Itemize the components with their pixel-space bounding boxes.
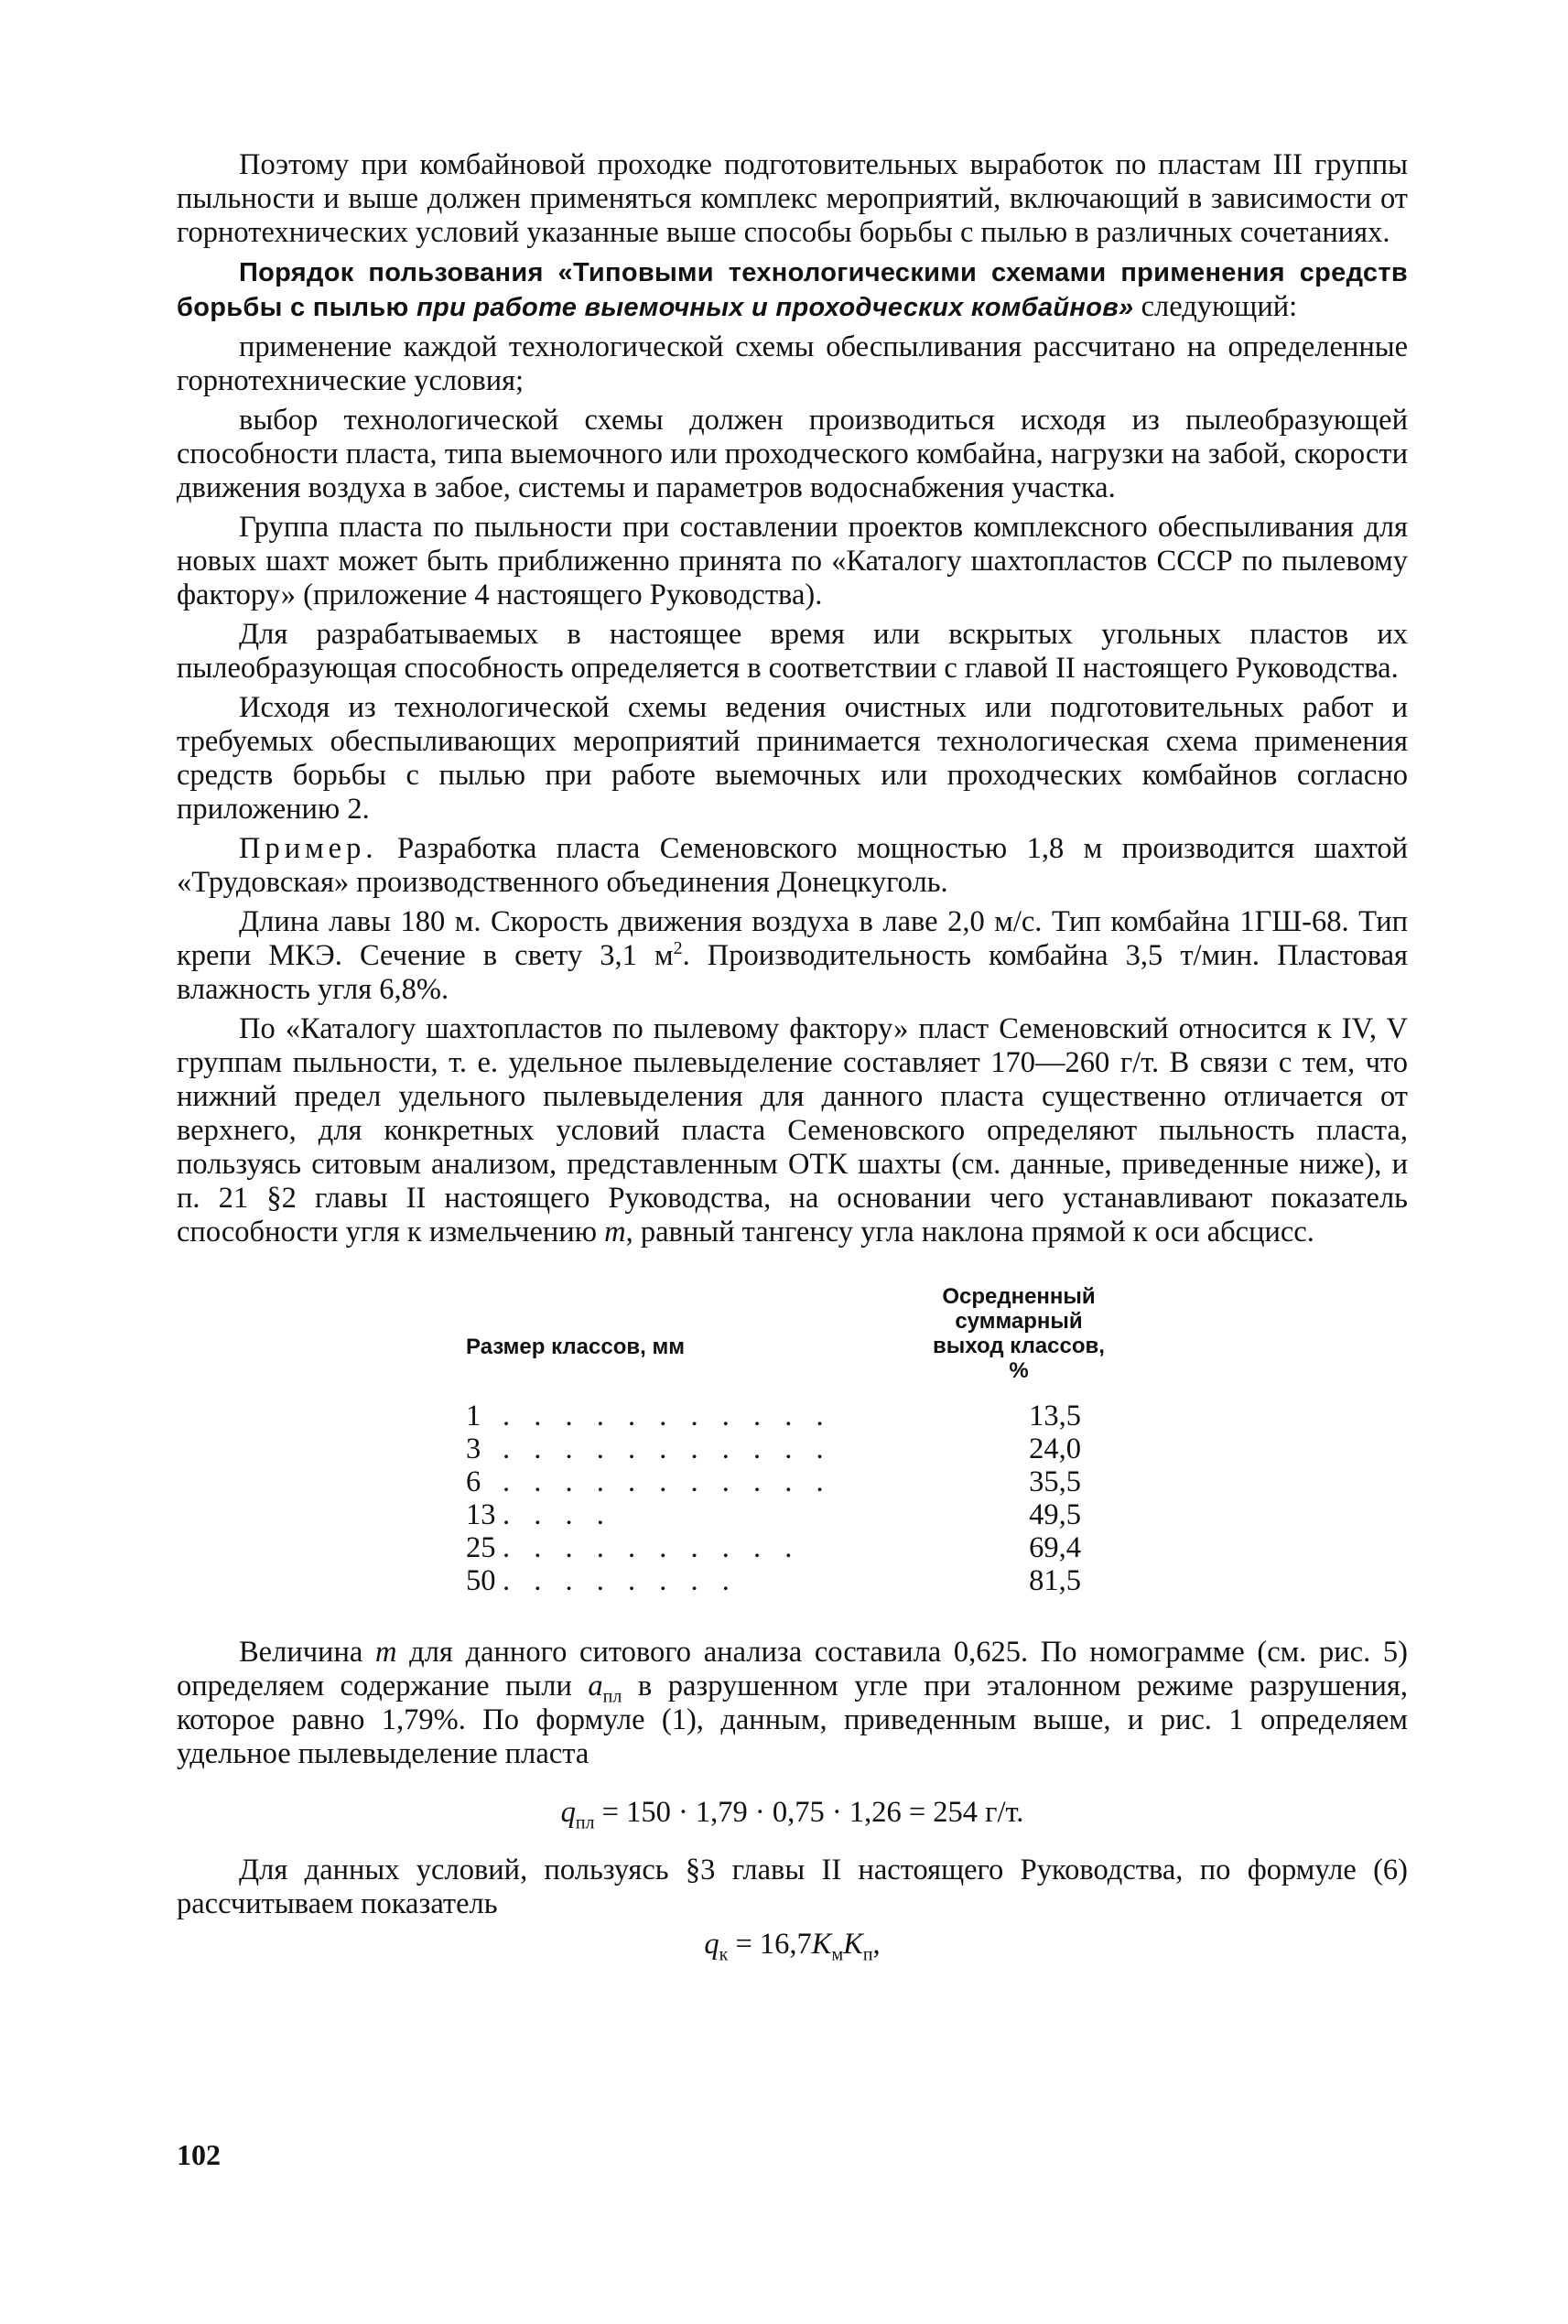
paragraph-10: По «Каталогу шахтопластов по пылевому фактору» пласт Семеновский относится к IV, V группам пыльности, т. е. удельное пылевыделение составляет 170—260 г/т. В связи с тем, что нижний предел удельного пылевыделения для данного пласта существенно отличается от верхнего, для конкретных условий пласта Семеновского определяют пыльность пласта, пользуясь ситовым анализом, представленным ОТК шахты (см. данные, приведенные ниже), и п. 21 §2 главы II настоящего Руководства, на основании чего устанавливают показатель способности угля к измельчению m, равный тангенсу угла наклона прямой к оси абсцисс. — [177, 1012, 1408, 1248]
table-row: 50 . . . . . . . . 81,5 — [466, 1564, 1081, 1597]
paragraph-12: Для данных условий, пользуясь §3 главы II настоящего Руководства, по формуле (6) рассчитываем показатель — [177, 1854, 1408, 1920]
paragraph-7: Исходя из технологической схемы ведения очистных или подготовительных работ и требуемых обеспыливающих мероприятий принимается технологическая схема применения средств борьбы с пылью при работе выемочных или проходческих комбайнов согласно приложению 2. — [177, 691, 1408, 826]
table-header-size: Размер классов, мм — [466, 1335, 685, 1359]
paragraph-1: Поэтому при комбайновой проходке подготовительных выработок по пластам III группы пыльности и выше должен применяться комплекс мероприятий, включающий в зависимости от горнотехнических условий указанные выше способы борьбы с пылью в различных сочетаниях. — [177, 148, 1408, 249]
formula-dust-yield: $q_{пл} = 150 \cdot 1,79 \cdot 0,75 \cdot 1,26 = 254$ г/т. — [560, 1796, 1024, 1833]
table-header-yield: Осредненный суммарный выход классов, % — [933, 1284, 1105, 1383]
paragraph-2: Порядок пользования «Типовыми технологическими схемами применения средств борьбы с пылью при работе выемочных и проходческих комбайнов» следующий: — [177, 258, 1408, 323]
formula-qk: $q_к = 16,7K_мK_п$, — [704, 1928, 881, 1965]
table-row: 6 . . . . . . . . . . . 35,5 — [466, 1465, 1081, 1498]
example-label: Пример. — [239, 832, 378, 865]
table-row: 25 . . . . . . . . . . 69,4 — [466, 1531, 1081, 1564]
table-row: 13 . . . . 49,5 — [466, 1498, 1081, 1531]
page-number: 102 — [177, 2138, 221, 2171]
paragraph-6: Для разрабатываемых в настоящее время или вскрытых угольных пластов их пылеобразующая способность определяется в соответствии с главой II настоящего Руководства. — [177, 618, 1408, 685]
sieve-analysis-table — [177, 1284, 1408, 1601]
paragraph-example: Пример. Разработка пласта Семеновского мощностью 1,8 м производится шахтой «Трудовская» производственного объединения Донецкуголь. — [177, 832, 1408, 899]
paragraph-3: применение каждой технологической схемы обеспыливания рассчитано на определенные горнотехнические условия; — [177, 330, 1408, 397]
table-row: 1 . . . . . . . . . . . 13,5 — [466, 1400, 1081, 1432]
paragraph-11: Величина m для данного ситового анализа составила 0,625. По номограмме (см. рис. 5) определяем содержание пыли $a_{пл}$ в разрушенном угле при эталонном режиме разрушения, которое равно 1,79%. По формуле (1), данным, приведенным выше, и рис. 1 определяем удельное пылевыделение пласта — [177, 1636, 1409, 1770]
paragraph-4: выбор технологической схемы должен производиться исходя из пылеобразующей способности пласта, типа выемочного или проходческого комбайна, нагрузки на забой, скорости движения воздуха в забое, системы и параметров водоснабжения участка. — [177, 404, 1408, 504]
var-m: m — [604, 1216, 626, 1248]
table-row: 3 . . . . . . . . . . . 24,0 — [466, 1432, 1081, 1465]
paragraph-5: Группа пласта по пыльности при составлении проектов комплексного обеспыливания для новых шахт может быть приближенно принята по «Каталогу шахтопластов СССР по пылевому фактору» (приложение 4 настоящего Руководства). — [177, 511, 1408, 611]
page-body — [177, 148, 1409, 1965]
paragraph-2-bold-lead: Порядок пользования «Типовыми технологическими схемами применения средств борьбы с пылью при работе выемочных и проходческих комбайнов» — [177, 258, 1408, 322]
table-rows — [466, 1400, 1143, 1597]
paragraph-9: Длина лавы 180 м. Скорость движения воздуха в лаве 2,0 м/с. Тип комбайна 1ГШ-68. Тип крепи МКЭ. Сечение в свету 3,1 $м^2$. Производительность комбайна 3,5 т/мин. Пластовая влажность угля 6,8%. — [177, 905, 1408, 1006]
